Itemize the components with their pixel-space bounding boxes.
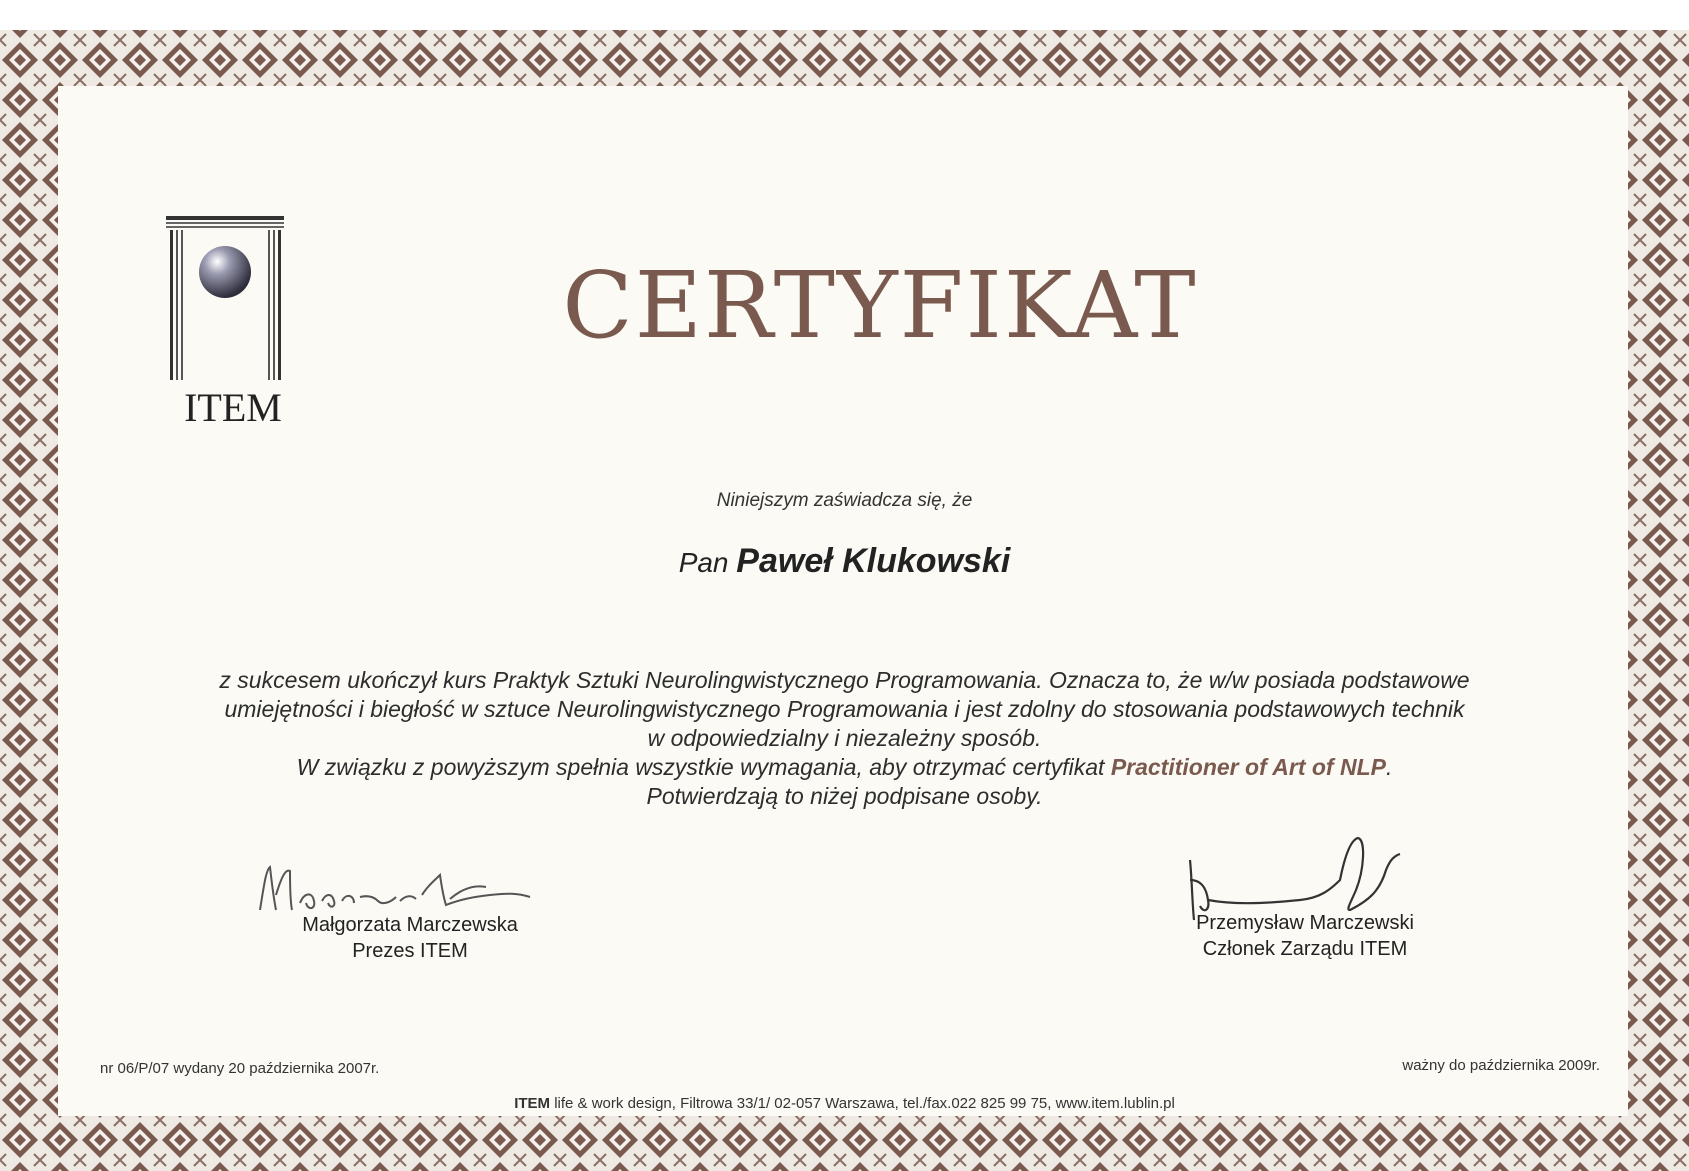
logo-text: ITEM xyxy=(184,385,282,430)
certificate-title: CERTYFIKAT xyxy=(562,252,1198,359)
attestation-line: Niniejszym zaświadcza się, że xyxy=(716,490,973,511)
company-name: ITEM xyxy=(514,1095,551,1112)
body-line: umiejętności i biegłość w sztuce Neurolingwistycznego Programowania i jest zdolny do stosowania podstawowych technik xyxy=(224,696,1465,722)
certificate-body xyxy=(130,666,1559,811)
signatory-name: Przemysław Marczewski xyxy=(1196,912,1414,934)
body-line xyxy=(130,753,1559,782)
validity-info: ważny do października 2009r. xyxy=(1402,1057,1600,1074)
body-line: z sukcesem ukończył kurs Praktyk Sztuki Neurolingwistycznego Programowania. Oznacza to, że w/w posiada podstawowe xyxy=(219,667,1470,693)
issue-info: nr 06/P/07 wydany 20 października 2007r. xyxy=(100,1060,380,1077)
signatory-role: Członek Zarządu ITEM xyxy=(1202,938,1408,960)
company-details: life & work design, Filtrowa 33/1/ 02-057 Warszawa, tel./fax.022 825 99 75, www.item.lublin.pl xyxy=(550,1095,1175,1112)
body-line-end: . xyxy=(1385,754,1393,780)
recipient xyxy=(0,542,1689,581)
certificate-program-name: Practitioner of Art of NLP xyxy=(1110,754,1386,780)
signatory-left xyxy=(260,912,560,964)
signatory-right xyxy=(1160,910,1450,962)
recipient-name: Paweł Klukowski xyxy=(736,542,1011,580)
company-info xyxy=(0,1095,1689,1112)
body-line-text: W związku z powyższym spełnia wszystkie wymagania, aby otrzymać certyfikat xyxy=(296,754,1105,780)
body-line: Potwierdzają to niżej podpisane osoby. xyxy=(646,783,1043,809)
recipient-prefix: Pan xyxy=(678,547,729,578)
body-line: w odpowiedzialny i niezależny sposób. xyxy=(647,725,1042,751)
signatory-role: Prezes ITEM xyxy=(352,940,468,962)
signatory-name: Małgorzata Marczewska xyxy=(302,914,518,936)
